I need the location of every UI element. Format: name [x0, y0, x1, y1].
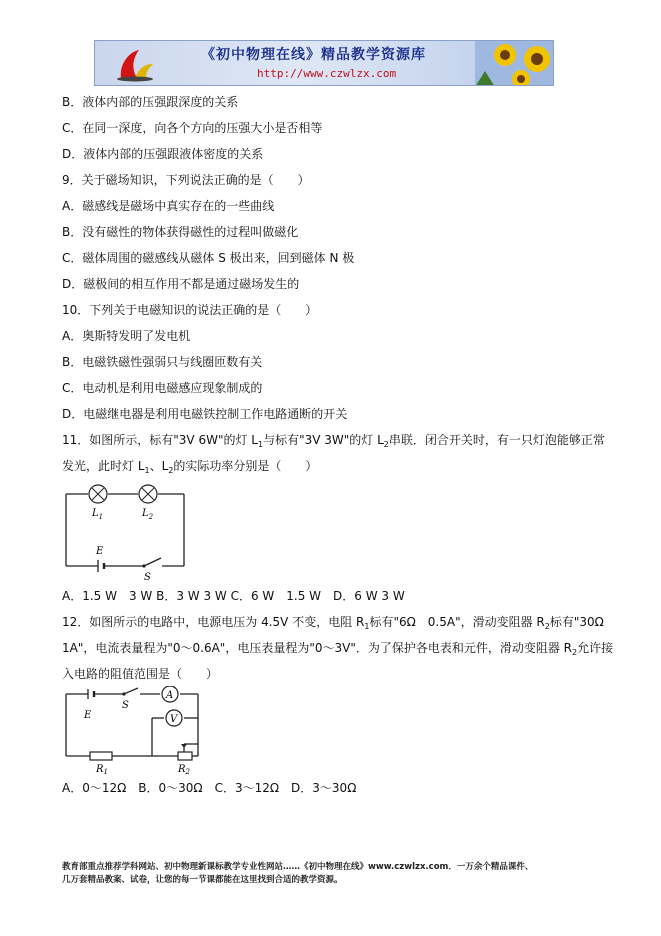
q12-stem-line1: 12．如图所示的电路中，电源电压为 4.5V 不变，电阻 $R_1$标有"6Ω 0.5A"，滑动变阻器 $R_2$标有"30Ω: [62, 615, 604, 631]
label-e: E: [96, 546, 104, 557]
q12-circuit-diagram: [60, 686, 205, 774]
label-s: S: [144, 572, 151, 583]
label-r1: $R_1$: [96, 764, 108, 774]
q10-option-d: D．电磁继电器是利用电磁铁控制工作电路通断的开关: [62, 407, 348, 421]
q9-stem: 9．关于磁场知识，下列说法正确的是（ ）: [62, 173, 310, 187]
footer-line-1: 教育部重点推荐学科网站、初中物理新课标教学专业性网站……《初中物理在线》www.czwlzx.com．一万余个精品课件、: [62, 862, 534, 872]
q11-options: A．1.5 W 3 W B．3 W 3 W C．6 W 1.5 W D．6 W 3 W: [62, 589, 405, 603]
resistor-r1-icon: [90, 752, 112, 760]
q10-option-b: B．电磁铁磁性强弱只与线圈匝数有关: [62, 355, 263, 369]
q12-stem-line3: 入电路的阻值范围是（ ）: [62, 667, 219, 681]
switch-icon: [142, 564, 145, 567]
label-s: S: [122, 700, 129, 711]
svg-text:A: A: [166, 690, 174, 701]
ammeter-icon: [162, 686, 178, 702]
q11-circuit-diagram: [60, 484, 190, 584]
site-logo-icon: [115, 46, 155, 82]
q9-option-c: C．磁体周围的磁感线从磁体 S 极出来，回到磁体 N 极: [62, 251, 355, 265]
q9-option-d: D．磁极间的相互作用不都是通过磁场发生的: [62, 277, 300, 291]
q12-stem-line2: 1A"，电流表量程为"0～0.6A"，电压表量程为"0～3V"．为了保护各电表和元件，滑动变阻器 $R_2$允许接: [62, 641, 614, 657]
sunflower-image: [475, 41, 554, 86]
q11-stem-line2: 发光，此时灯 $L_1$、$L_2$的实际功率分别是（ ）: [62, 459, 318, 475]
q12-options: A．0～12Ω B．0～30Ω C．3～12Ω D．3～30Ω: [62, 781, 357, 795]
battery-icon: [88, 689, 94, 699]
q9-option-a: A．磁感线是磁场中真实存在的一些曲线: [62, 199, 275, 213]
label-e: E: [84, 710, 92, 721]
battery-icon: [98, 560, 104, 572]
q10-stem: 10．下列关于电磁知识的说法正确的是（ ）: [62, 303, 318, 317]
lamp-l2-icon: [139, 485, 157, 503]
label-l1: $L_1$: [92, 508, 104, 521]
page-footer: [62, 861, 607, 887]
q8-option-d: D．液体内部的压强跟液体密度的关系: [62, 147, 264, 161]
footer-line-2: 几万套精品教案、试卷，让您的每一节课都能在这里找到合适的教学资源。: [62, 875, 343, 885]
label-r2: $R_2$: [178, 764, 190, 774]
site-url: http://www.czwlzx.com: [257, 67, 397, 80]
q11-stem-line1: 11．如图所示，标有"3V 6W"的灯 $L_1$与标有"3V 3W"的灯 $L_2$串联．闭合开关时，有一只灯泡能够正常: [62, 433, 605, 449]
header-banner: [94, 40, 554, 86]
site-title: 《初中物理在线》精品教学资源库: [201, 47, 426, 63]
svg-text:V: V: [170, 714, 178, 725]
q9-option-b: B．没有磁性的物体获得磁性的过程叫做磁化: [62, 225, 299, 239]
q8-option-b: B．液体内部的压强跟深度的关系: [62, 95, 239, 109]
q10-option-a: A．奥斯特发明了发电机: [62, 329, 191, 343]
switch-icon: [122, 692, 125, 695]
label-l2: $L_2$: [142, 508, 154, 521]
voltmeter-icon: [166, 710, 182, 726]
lamp-l1-icon: [89, 485, 107, 503]
q10-option-c: C．电动机是利用电磁感应现象制成的: [62, 381, 263, 395]
q8-option-c: C．在同一深度，向各个方向的压强大小是否相等: [62, 121, 323, 135]
rheostat-r2-icon: [178, 744, 192, 760]
